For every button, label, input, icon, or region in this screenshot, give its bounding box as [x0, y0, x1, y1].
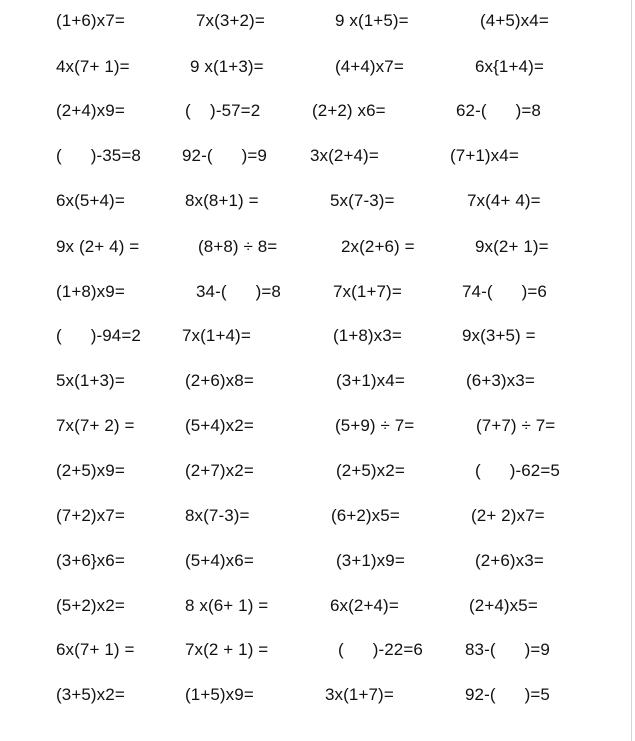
problem: (7+1)x4=: [450, 146, 519, 165]
problem: (2+6)x8=: [185, 371, 254, 390]
problem: 74-( )=6: [462, 282, 547, 301]
problem: 9x (2+ 4) =: [56, 237, 140, 256]
problem: (6+3)x3=: [466, 371, 535, 390]
problem: (2+5)x2=: [336, 461, 405, 480]
problem-row: [0, 278, 632, 306]
problem-row: [0, 97, 632, 125]
problem: 6x{1+4)=: [475, 57, 544, 76]
problem: (1+5)x9=: [185, 685, 254, 704]
problem-row: [0, 7, 632, 35]
problem: 3x(2+4)=: [310, 146, 379, 165]
problem: 83-( )=9: [465, 640, 550, 659]
problem: (5+2)x2=: [56, 596, 125, 615]
problem: 7x(1+4)=: [182, 326, 251, 345]
problem: 9x(3+5) =: [462, 326, 536, 345]
problem-row: [0, 681, 632, 709]
problem: (4+4)x7=: [335, 57, 404, 76]
problem-row: [0, 636, 632, 664]
problem: (3+1)x9=: [336, 551, 405, 570]
problem: 6x(5+4)=: [56, 191, 125, 210]
problem: (2+4)x9=: [56, 101, 125, 120]
problem: (2+7)x2=: [185, 461, 254, 480]
problem: (1+8)x3=: [333, 326, 402, 345]
problem: (5+9) ÷ 7=: [335, 416, 415, 435]
problem: 7x(3+2)=: [196, 11, 265, 30]
problem: (1+6)x7=: [56, 11, 125, 30]
problem: 7x(4+ 4)=: [467, 191, 541, 210]
problem: 34-( )=8: [196, 282, 281, 301]
problem-row: [0, 547, 632, 575]
problem-row: [0, 592, 632, 620]
problem: 4x(7+ 1)=: [56, 57, 130, 76]
problem: (2+ 2)x7=: [471, 506, 545, 525]
problem: 7x(2 + 1) =: [185, 640, 269, 659]
problem: (6+2)x5=: [331, 506, 400, 525]
problem: (7+2)x7=: [56, 506, 125, 525]
problem: 2x(2+6) =: [341, 237, 415, 256]
problem: (1+8)x9=: [56, 282, 125, 301]
problem: 9 x(1+3)=: [190, 57, 264, 76]
problem: 6x(7+ 1) =: [56, 640, 135, 659]
problem: (5+4)x2=: [185, 416, 254, 435]
problem: (2+4)x5=: [469, 596, 538, 615]
problem: 62-( )=8: [456, 101, 541, 120]
problem: (3+6}x6=: [56, 551, 125, 570]
problem: 3x(1+7)=: [325, 685, 394, 704]
problem-row: [0, 367, 632, 395]
problem: ( )-35=8: [56, 146, 141, 165]
problem: 5x(7-3)=: [330, 191, 395, 210]
problem: 6x(2+4)=: [330, 596, 399, 615]
problem: 92-( )=9: [182, 146, 267, 165]
problem: (7+7) ÷ 7=: [476, 416, 556, 435]
problem: (4+5)x4=: [480, 11, 549, 30]
problem: 7x(1+7)=: [333, 282, 402, 301]
problem-row: [0, 457, 632, 485]
problem-row: [0, 233, 632, 261]
problem: (2+2) x6=: [312, 101, 386, 120]
problem-row: [0, 322, 632, 350]
problem-row: [0, 142, 632, 170]
problem: (5+4)x6=: [185, 551, 254, 570]
problem: 8x(8+1) =: [185, 191, 259, 210]
problem-row: [0, 412, 632, 440]
problem-row: [0, 502, 632, 530]
problem: 8x(7-3)=: [185, 506, 250, 525]
problem: (2+5)x9=: [56, 461, 125, 480]
problem: 9x(2+ 1)=: [475, 237, 549, 256]
problem-row: [0, 187, 632, 215]
problem: 7x(7+ 2) =: [56, 416, 135, 435]
problem: (3+1)x4=: [336, 371, 405, 390]
problem: 9 x(1+5)=: [335, 11, 409, 30]
problem: 5x(1+3)=: [56, 371, 125, 390]
problem: ( )-57=2: [185, 101, 261, 120]
problem: (2+6)x3=: [475, 551, 544, 570]
problem: 92-( )=5: [465, 685, 550, 704]
problem-row: [0, 53, 632, 81]
problem: (8+8) ÷ 8=: [198, 237, 278, 256]
problem: ( )-94=2: [56, 326, 141, 345]
problem: ( )-22=6: [338, 640, 423, 659]
problem: ( )-62=5: [475, 461, 560, 480]
problem: (3+5)x2=: [56, 685, 125, 704]
problem: 8 x(6+ 1) =: [185, 596, 269, 615]
